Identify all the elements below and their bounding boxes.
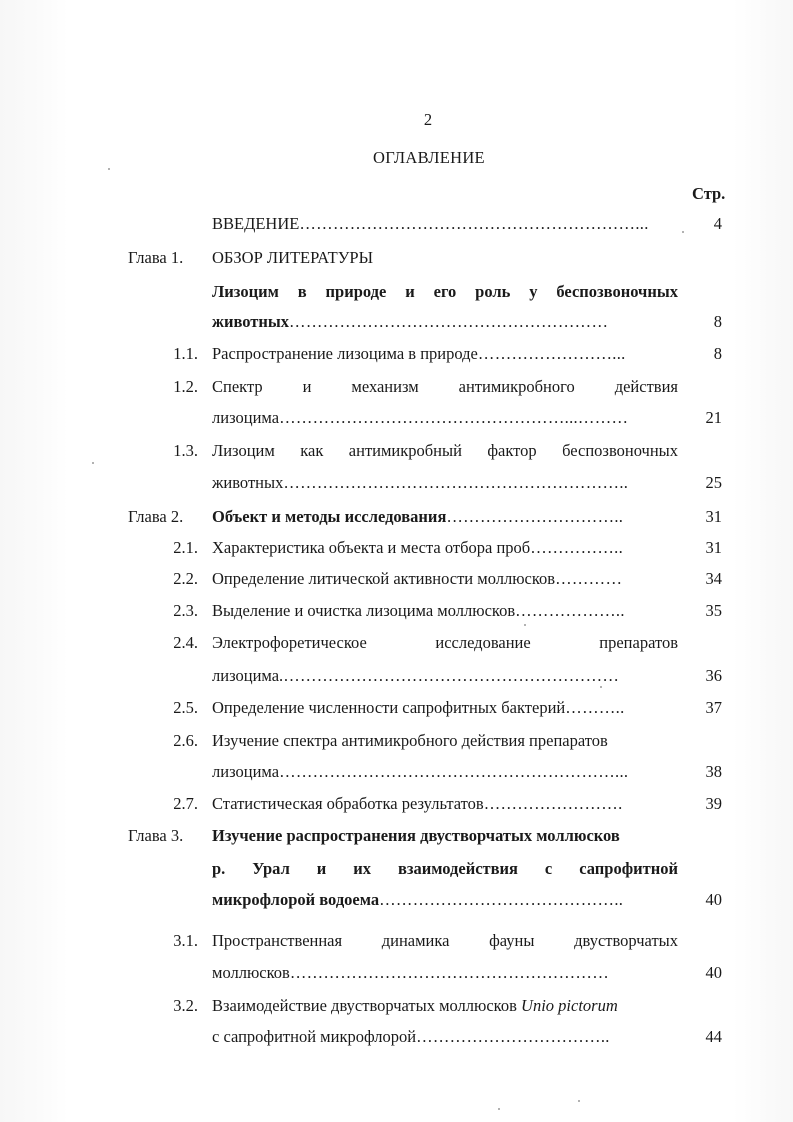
chapter-label: Глава 3. — [128, 826, 184, 845]
section-number: 2.4. — [173, 633, 198, 652]
entry-title: Лизоцим в природе и его роль у беспозвоночных — [212, 282, 678, 301]
scan-speck — [92, 462, 94, 464]
section-number: 1.3. — [173, 441, 198, 460]
dot-leader: ……………………………………………...……… — [279, 408, 629, 427]
section-number: 3.1. — [173, 931, 198, 950]
entry-page: 40 — [705, 890, 722, 909]
entry-title: лизоцима — [212, 408, 280, 427]
section-number: 2.1. — [173, 538, 198, 557]
entry-title: Определение литической активности моллюсков — [212, 569, 556, 588]
entry-page: 38 — [705, 762, 722, 781]
scan-speck — [578, 1100, 580, 1102]
dot-leader: ……………………. — [483, 794, 623, 813]
entry-title: ВВЕДЕНИЕ — [212, 214, 300, 233]
scan-speck — [524, 624, 526, 626]
section-number: 2.5. — [173, 698, 198, 717]
entry-title: Характеристика объекта и места отбора проб — [212, 538, 531, 557]
entry-page: 31 — [705, 538, 722, 557]
entry-title: Статистическая обработка результатов — [212, 794, 484, 813]
entry-page: 25 — [705, 473, 722, 492]
chapter-label: Глава 2. — [128, 507, 184, 526]
dot-leader: …………………………………….. — [379, 890, 624, 909]
entry-page: 37 — [705, 698, 722, 717]
scan-speck — [108, 168, 110, 170]
entry-title: моллюсков — [212, 963, 290, 982]
section-number: 2.6. — [173, 731, 198, 750]
entry-title: Выделение и очистка лизоцима моллюсков — [212, 601, 516, 620]
dot-leader: ……………….. — [515, 601, 625, 620]
species-name: Unio pictorum — [521, 996, 618, 1015]
dot-leader: ……………………………………………………... — [299, 214, 649, 233]
dot-leader: ………………………………………………… — [289, 963, 610, 982]
entry-page: 34 — [705, 569, 722, 588]
entry-page: 36 — [705, 666, 722, 685]
entry-title: Спектр и механизм антимикробного действия — [212, 377, 678, 396]
entry-title: Изучение спектра антимикробного действия препаратов — [212, 731, 608, 750]
entry-title: Определение численности сапрофитных бактерий — [212, 698, 566, 717]
page-number: 2 — [423, 110, 433, 129]
entry-page: 21 — [705, 408, 722, 427]
dot-leader: …………………………………………………….. — [283, 473, 629, 492]
entry-title: р. Урал и их взаимодействия с сапрофитной — [212, 859, 678, 878]
entry-title: с сапрофитной микрофлорой — [212, 1027, 417, 1046]
entry-title: животных — [212, 312, 290, 331]
entry-page: 40 — [705, 963, 722, 982]
entry-page: 44 — [705, 1027, 722, 1046]
section-number: 2.3. — [173, 601, 198, 620]
entry-title: микрофлорой водоема — [212, 890, 380, 909]
dot-leader: ………………………….. — [446, 507, 624, 526]
entry-title: Объект и методы исследования — [212, 507, 447, 526]
scan-speck — [498, 1108, 500, 1110]
scan-edge-right — [733, 0, 793, 1122]
entry-title: Распространение лизоцима в природе — [212, 344, 478, 363]
dot-leader: ………… — [555, 569, 623, 588]
dot-leader: …………….. — [530, 538, 624, 557]
entry-title: лизоцима. — [212, 666, 284, 685]
section-number: 1.1. — [173, 344, 198, 363]
page-column-label: Стр. — [692, 184, 726, 203]
entry-title: Лизоцим как антимикробный фактор беспозвоночных — [212, 441, 678, 460]
entry-page: 31 — [705, 507, 722, 526]
scan-speck — [600, 686, 602, 688]
entry-title: животных — [212, 473, 284, 492]
dot-leader: ……….. — [565, 698, 625, 717]
dot-leader: …………………………….. — [416, 1027, 610, 1046]
scan-speck — [682, 231, 684, 233]
entry-page: 8 — [713, 312, 722, 331]
dot-leader: ……………………... — [477, 344, 626, 363]
dot-leader: ……………………………………………………... — [279, 762, 629, 781]
entry-title: Изучение распространения двустворчатых моллюсков — [212, 826, 620, 845]
entry-title: лизоцима — [212, 762, 280, 781]
chapter-label: Глава 1. — [128, 248, 184, 267]
toc-title: ОГЛАВЛЕНИЕ — [373, 148, 485, 167]
section-number: 3.2. — [173, 996, 198, 1015]
section-number: 2.2. — [173, 569, 198, 588]
entry-title: Взаимодействие двустворчатых моллюсков — [212, 996, 522, 1015]
dot-leader: ………………………………………………… — [289, 312, 609, 331]
entry-title: Электрофоретическое исследование препаратов — [212, 633, 678, 652]
entry-page: 35 — [705, 601, 722, 620]
scan-edge-left — [0, 0, 68, 1122]
section-number: 2.7. — [173, 794, 198, 813]
section-number: 1.2. — [173, 377, 198, 396]
entry-title: Пространственная динамика фауны двустворчатых — [212, 931, 678, 950]
entry-page: 39 — [705, 794, 722, 813]
entry-page: 8 — [713, 344, 722, 363]
entry-page: 4 — [713, 214, 722, 233]
entry-title: ОБЗОР ЛИТЕРАТУРЫ — [212, 248, 373, 267]
dot-leader: …………………………………………………… — [283, 666, 620, 685]
